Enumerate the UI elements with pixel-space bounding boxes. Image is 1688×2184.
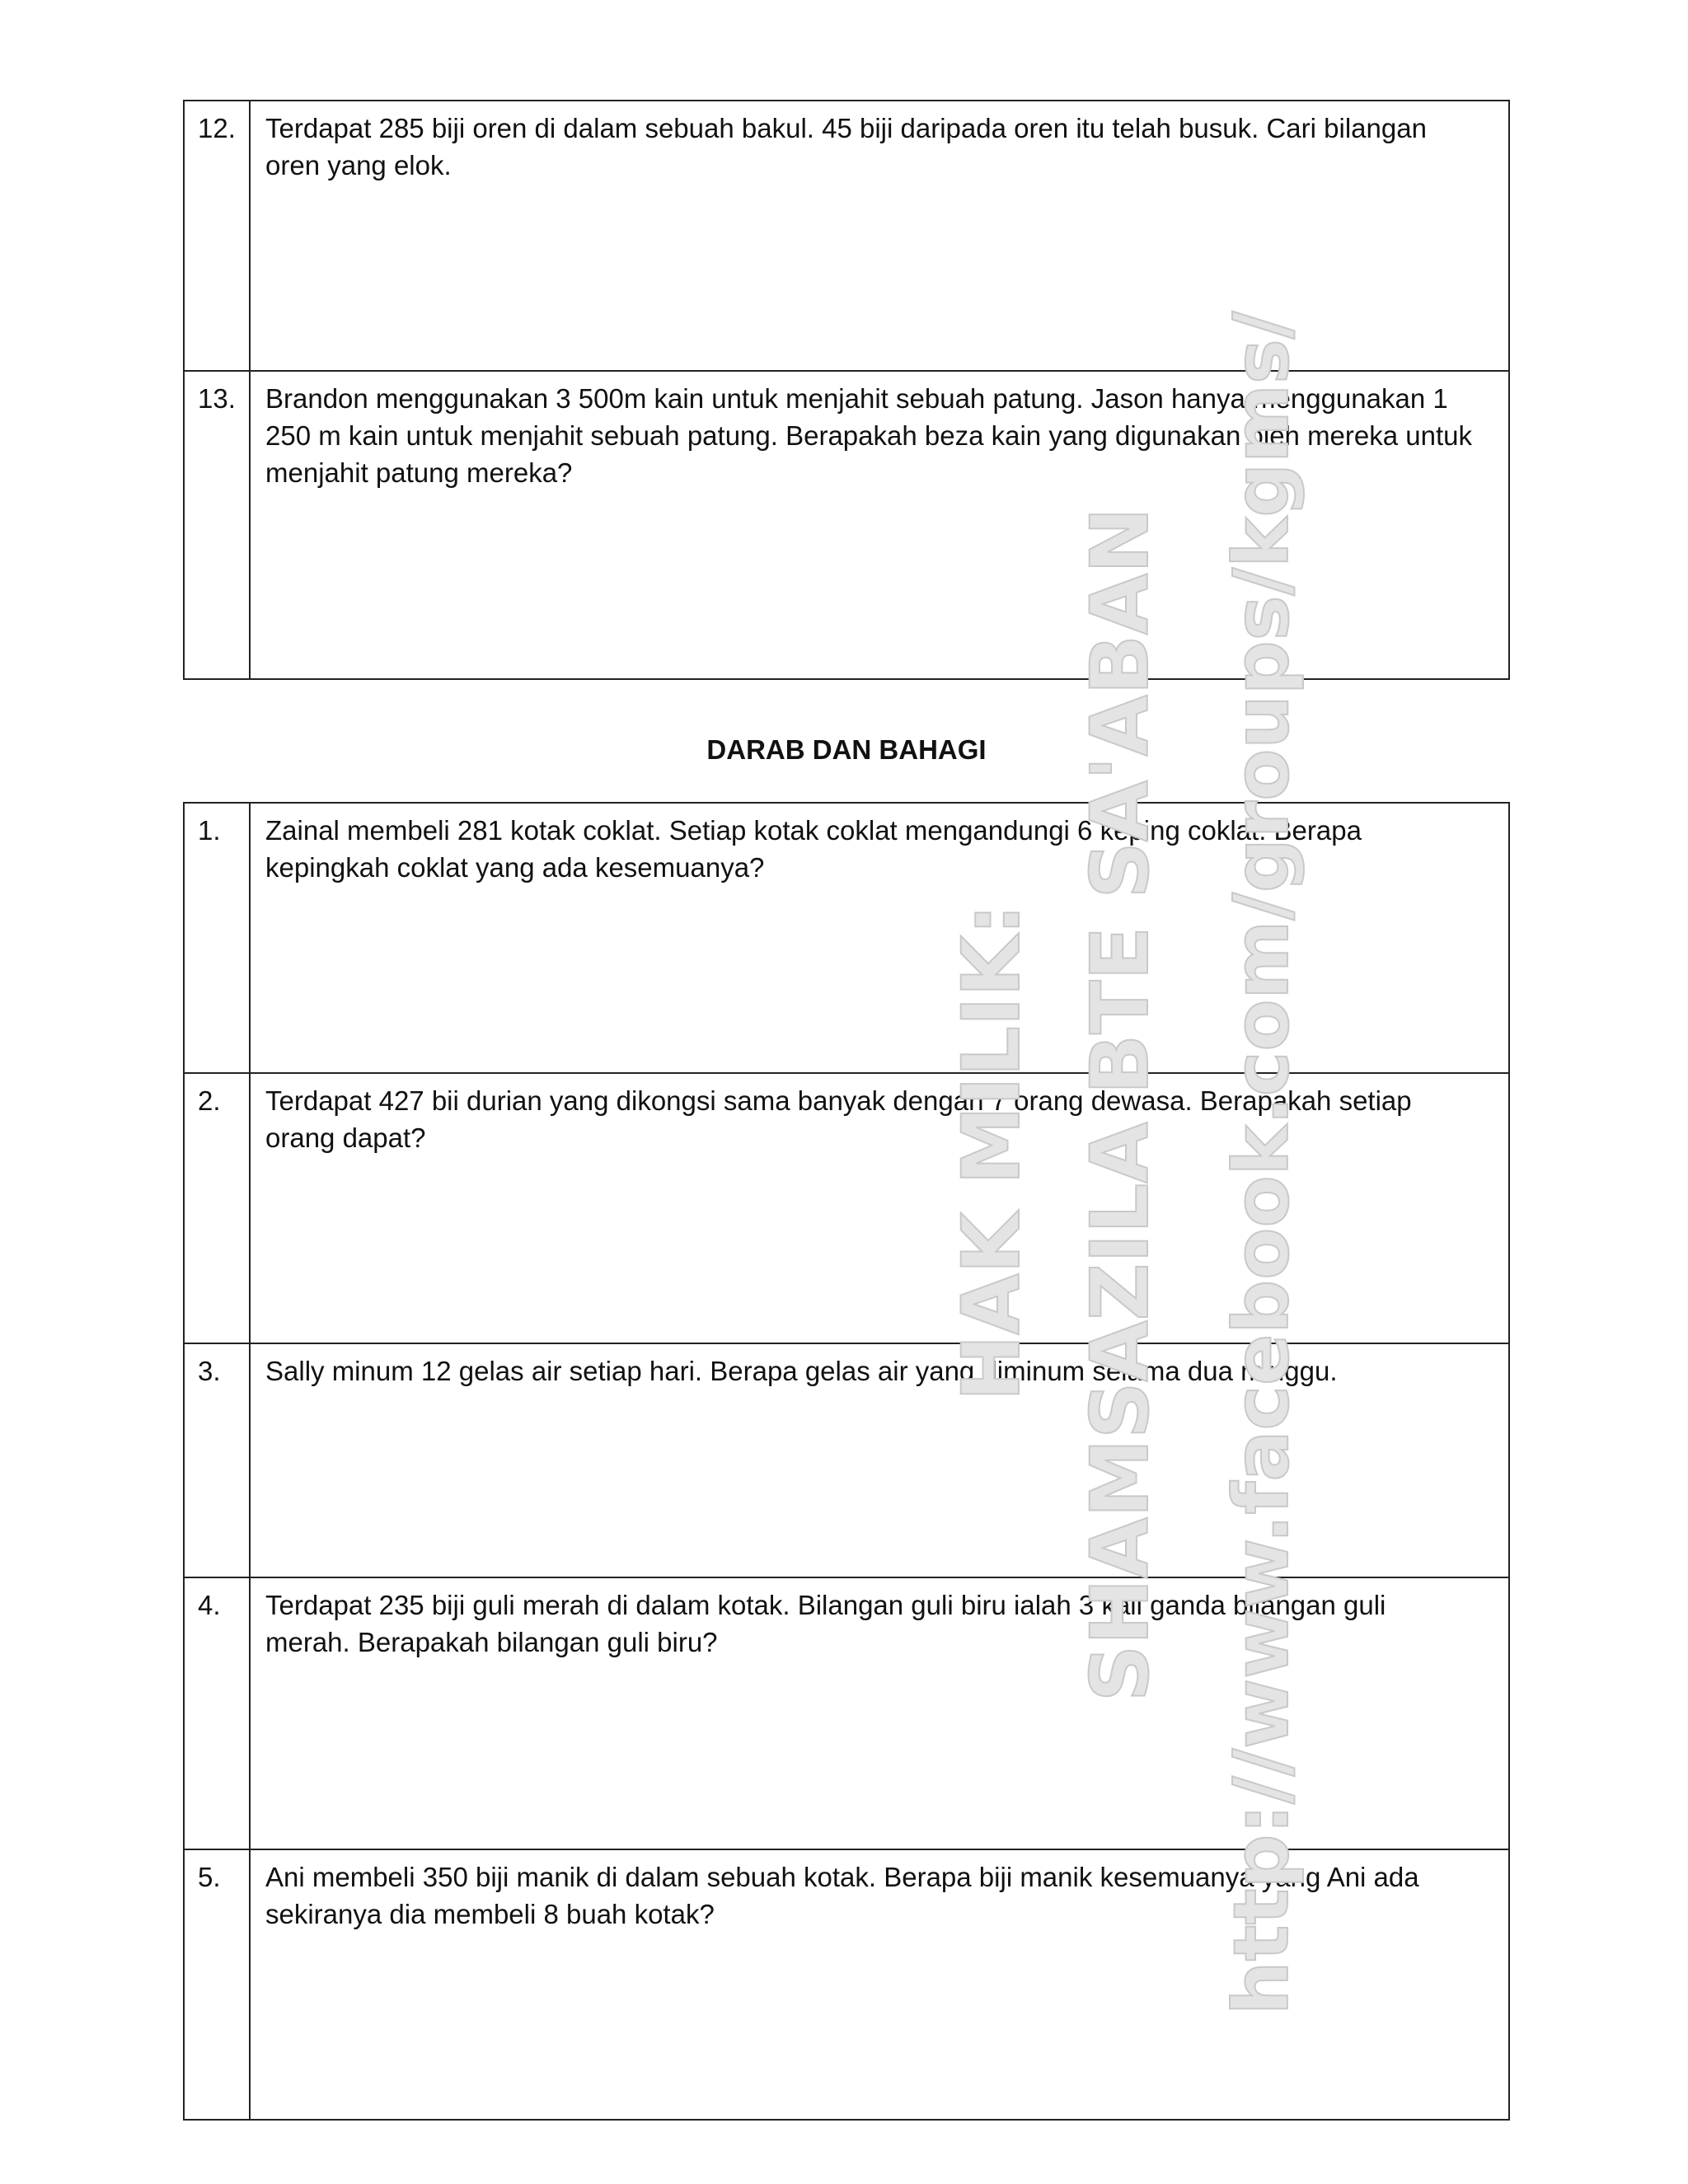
question-text: Terdapat 285 biji oren di dalam sebuah bakul. 45 biji daripada oren itu telah busuk. Cari bilangan oren yang elok. <box>250 101 1509 371</box>
question-table-top <box>183 100 1510 680</box>
question-number: 13. <box>184 371 250 679</box>
question-number: 12. <box>184 101 250 371</box>
question-text: Brandon menggunakan 3 500m kain untuk menjahit sebuah patung. Jason hanya menggunakan 1 250 m kain untuk menjahit sebuah patung. Berapakah beza kain yang digunakan oleh mereka untuk menjahit patung mereka? <box>250 371 1509 679</box>
table-row <box>184 371 1509 679</box>
table-row <box>184 1849 1509 2120</box>
section-title: DARAB DAN BAHAGI <box>706 734 987 765</box>
question-text: Ani membeli 350 biji manik di dalam sebuah kotak. Berapa biji manik kesemuanya yang Ani ada sekiranya dia membeli 8 buah kotak? <box>250 1849 1509 2120</box>
table-row <box>184 1073 1509 1343</box>
watermark-line-3: http://www.facebook.com/groups/kgms/ <box>1217 311 1306 2015</box>
question-text: Zainal membeli 281 kotak coklat. Setiap kotak coklat mengandungi 6 keping coklat. Berapa kepingkah coklat yang ada kesemuanya? <box>250 803 1509 1073</box>
watermark-line-2: SHAMSAZILA BTE SA'ABAN <box>1074 507 1166 1702</box>
question-number: 5. <box>184 1849 250 2120</box>
question-text: Terdapat 427 bii durian yang dikongsi sama banyak dengan 7 orang dewasa. Berapakah setiap orang dapat? <box>250 1073 1509 1343</box>
table-row <box>184 1343 1509 1577</box>
table-row <box>184 1577 1509 1849</box>
question-number: 4. <box>184 1577 250 1849</box>
question-text: Sally minum 12 gelas air setiap hari. Berapa gelas air yang diminum selama dua minggu. <box>250 1343 1509 1577</box>
question-number: 1. <box>184 803 250 1073</box>
watermark-line-1: HAK MILIK: <box>945 903 1038 1401</box>
question-text: Terdapat 235 biji guli merah di dalam kotak. Bilangan guli biru ialah 3 kali ganda bilangan guli merah. Berapakah bilangan guli biru? <box>250 1577 1509 1849</box>
table-row <box>184 101 1509 371</box>
question-number: 3. <box>184 1343 250 1577</box>
table-row <box>184 803 1509 1073</box>
question-number: 2. <box>184 1073 250 1343</box>
question-table-darab-bahagi <box>183 802 1510 2121</box>
